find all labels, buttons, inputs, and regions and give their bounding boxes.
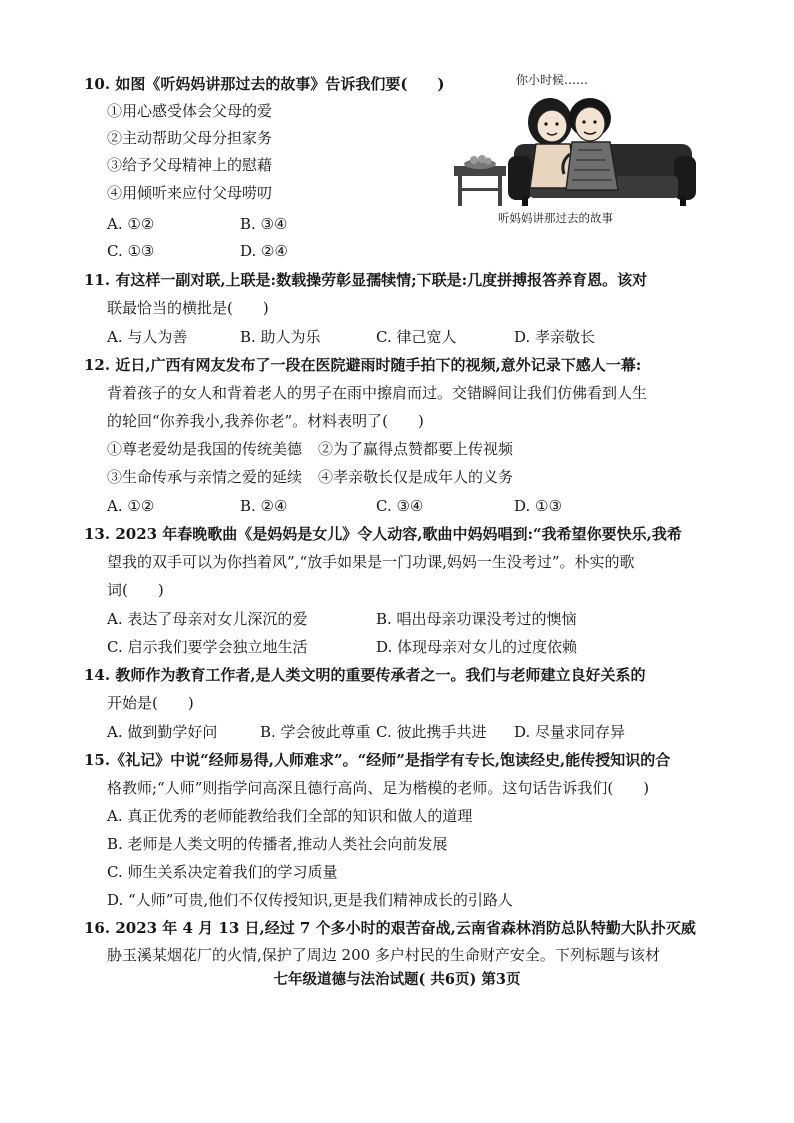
q12-option-c: C. ③④ bbox=[376, 497, 424, 515]
q10-item-2: ②主动帮助父母分担家务 bbox=[107, 129, 273, 147]
q13-option-b: B. 唱出母亲功课没考过的懊恼 bbox=[376, 610, 577, 628]
q14-stem-line-2: 开始是( ) bbox=[107, 694, 194, 712]
q10-option-b: B. ③④ bbox=[240, 215, 288, 233]
q11-stem-line-2: 联最恰当的横批是( ) bbox=[107, 299, 269, 317]
q13-stem-line-2: 望我的双手可以为你挡着风”,“放手如果是一门功课,妈妈一生没考过”。朴实的歌 bbox=[107, 553, 635, 571]
q12-stem-line-3: 的轮回“你养我小,我养你老”。材料表明了( ) bbox=[107, 412, 424, 430]
q16-stem-line-1: 16. 2023 年 4 月 13 日,经过 7 个多小时的艰苦奋战,云南省森林消防总队特勤大队扑灭威 bbox=[84, 919, 696, 937]
q14-option-b: B. 学会彼此尊重 bbox=[260, 723, 371, 741]
q12-item-3: ③生命传承与亲情之爱的延续 bbox=[107, 468, 303, 486]
q12-option-b: B. ②④ bbox=[240, 497, 288, 515]
q12-option-d: D. ①③ bbox=[514, 497, 562, 515]
q10-option-a: A. ①② bbox=[107, 215, 155, 233]
q10-stem: 10. 如图《听妈妈讲那过去的故事》告诉我们要( ) bbox=[84, 75, 445, 93]
q14-option-c: C. 彼此携手共进 bbox=[376, 723, 487, 741]
q10-illustration bbox=[452, 70, 700, 235]
q15-option-a: A. 真正优秀的老师能教给我们全部的知识和做人的道理 bbox=[107, 807, 473, 825]
q14-option-d: D. 尽量求同存异 bbox=[514, 723, 626, 741]
q11-option-d: D. 孝亲敬长 bbox=[514, 328, 596, 346]
q12-option-a: A. ①② bbox=[107, 497, 155, 515]
q10-option-c: C. ①③ bbox=[107, 242, 155, 260]
q13-stem-line-1: 13. 2023 年春晚歌曲《是妈妈是女儿》令人动容,歌曲中妈妈唱到:“我希望你要快乐,我希 bbox=[84, 525, 682, 543]
speech-bubble-text: 你小时候…… bbox=[516, 73, 589, 87]
q11-option-c: C. 律己宽人 bbox=[376, 328, 457, 346]
q13-option-d: D. 体现母亲对女儿的过度依赖 bbox=[376, 638, 578, 656]
q15-option-b: B. 老师是人类文明的传播者,推动人类社会向前发展 bbox=[107, 835, 448, 853]
q15-stem-line-1: 15.《礼记》中说“经师易得,人师难求”。“经师”是指学有专长,饱读经史,能传授知识的合 bbox=[84, 751, 671, 769]
q15-stem-line-2: 格教师;“人师”则指学问高深且德行高尚、足为楷模的老师。这句话告诉我们( ) bbox=[107, 779, 650, 797]
q12-stem-line-2: 背着孩子的女人和背着老人的男子在雨中擦肩而过。交错瞬间让我们仿佛看到人生 bbox=[107, 384, 648, 402]
q10-item-3: ③给予父母精神上的慰藉 bbox=[107, 156, 273, 174]
q12-item-4: ④孝亲敬长仅是成年人的义务 bbox=[318, 468, 514, 486]
q10-option-d: D. ②④ bbox=[240, 242, 288, 260]
q11-option-a: A. 与人为善 bbox=[107, 328, 188, 346]
q12-stem-line-1: 12. 近日,广西有网友发布了一段在医院避雨时随手拍下的视频,意外记录下感人一幕: bbox=[84, 356, 642, 374]
q11-option-b: B. 助人为乐 bbox=[240, 328, 321, 346]
q10-item-1: ①用心感受体会父母的爱 bbox=[107, 102, 273, 120]
q16-stem-line-2: 胁玉溪某烟花厂的火情,保护了周边 200 多户村民的生命财产安全。下列标题与该材 bbox=[107, 946, 660, 964]
page-footer: 七年级道德与法治试题( 共6页) 第3页 bbox=[273, 971, 521, 988]
q15-option-d: D. “人师”可贵,他们不仅传授知识,更是我们精神成长的引路人 bbox=[107, 891, 513, 909]
q12-item-2: ②为了赢得点赞都要上传视频 bbox=[318, 440, 514, 458]
illustration-caption: 听妈妈讲那过去的故事 bbox=[498, 211, 613, 225]
q14-option-a: A. 做到勤学好问 bbox=[107, 723, 218, 741]
q11-stem-line-1: 11. 有这样一副对联,上联是:数载操劳彰显孺犊情;下联是:几度拼搏报答养育恩。该对 bbox=[84, 271, 648, 289]
q15-option-c: C. 师生关系决定着我们的学习质量 bbox=[107, 863, 338, 881]
mother-child-sofa-icon bbox=[452, 84, 700, 210]
q13-option-c: C. 启示我们要学会独立地生活 bbox=[107, 638, 308, 656]
q14-stem-line-1: 14. 教师作为教育工作者,是人类文明的重要传承者之一。我们与老师建立良好关系的 bbox=[84, 666, 646, 684]
q12-item-1: ①尊老爱幼是我国的传统美德 bbox=[107, 440, 303, 458]
q13-option-a: A. 表达了母亲对女儿深沉的爱 bbox=[107, 610, 308, 628]
q10-item-4: ④用倾听来应付父母唠叨 bbox=[107, 184, 273, 202]
q13-stem-line-3: 词( ) bbox=[107, 581, 164, 599]
